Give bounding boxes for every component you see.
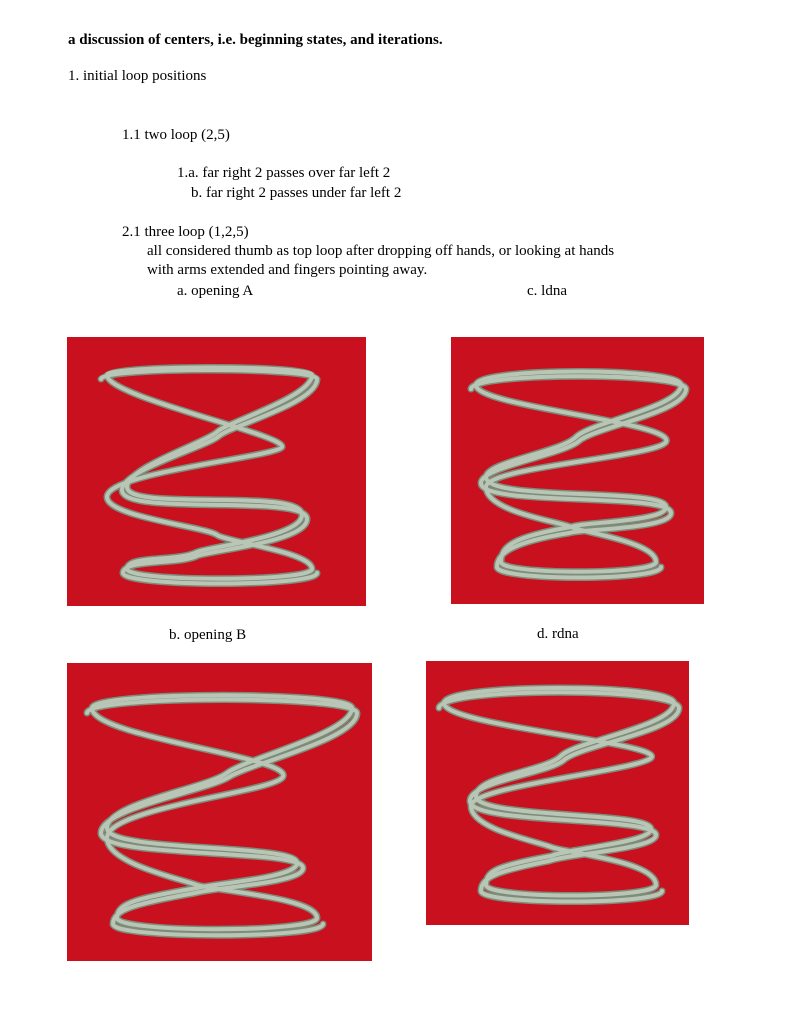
caption-opening-a: a. opening A: [177, 283, 254, 299]
string-figure-ldna: [451, 337, 704, 604]
caption-rdna: d. rdna: [537, 626, 579, 642]
note-line-1: all considered thumb as top loop after dropping off hands, or looking at hands: [147, 243, 615, 259]
photo-rdna: [426, 661, 689, 925]
list-item-1a: 1.a. far right 2 passes over far left 2: [177, 165, 391, 181]
section-title-initial-loop-positions: 1. initial loop positions: [68, 68, 207, 84]
document-heading: a discussion of centers, i.e. beginning states, and iterations.: [68, 32, 443, 48]
list-item-1b: b. far right 2 passes under far left 2: [191, 185, 402, 201]
subsection-title-two-loop: 1.1 two loop (2,5): [122, 127, 230, 143]
photo-opening-b: [67, 663, 372, 961]
caption-ldna: c. ldna: [527, 283, 567, 299]
string-figure-rdna: [426, 661, 689, 925]
photo-opening-a: [67, 337, 366, 606]
string-figure-opening-b: [67, 663, 372, 961]
subsection-title-three-loop: 2.1 three loop (1,2,5): [122, 224, 249, 240]
caption-opening-b: b. opening B: [169, 627, 247, 643]
note-line-2: with arms extended and fingers pointing away.: [147, 262, 428, 278]
photo-ldna: [451, 337, 704, 604]
string-figure-opening-a: [67, 337, 366, 606]
